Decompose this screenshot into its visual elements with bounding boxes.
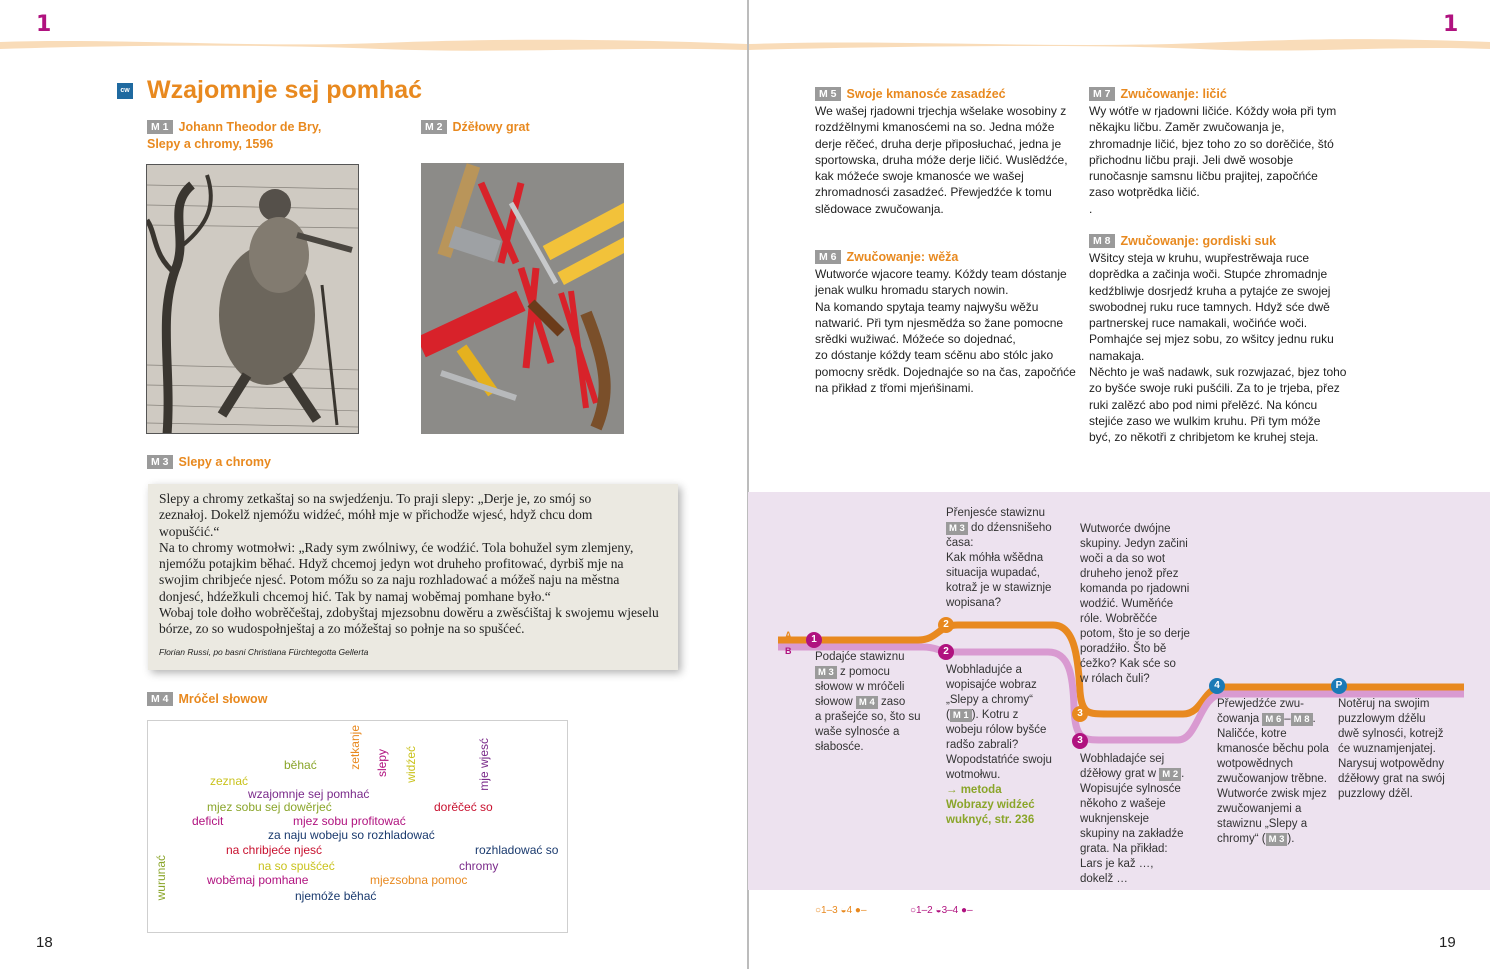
m5-text — [815, 103, 1077, 217]
m6-line: jenak wulku hromadu starych nowin. — [815, 283, 1009, 298]
step-line: a prašejće so, što su — [815, 711, 921, 723]
legend-range: – — [967, 905, 973, 916]
step-line: kotraž je w stawiznje — [946, 582, 1052, 594]
m3-tag: M 3 — [147, 455, 173, 469]
m5-heading — [815, 86, 1006, 103]
story-line: Slepy a chromy zetkaštaj so na swjedźenju. To praji slepy: „Derje je, zo smój so — [159, 491, 592, 506]
m6-line: natwarić. Při tym njesmědźa so žane pomocne — [815, 315, 1064, 330]
step-line: radšo zabrali? — [946, 739, 1019, 751]
cloud-word: mjez sobu profitować — [293, 814, 406, 828]
inline-tag: M 3 — [815, 666, 837, 679]
cloud-word: zeznać — [210, 774, 249, 788]
cloud-word: wzajomnje sej pomhać — [248, 787, 370, 801]
inline-tag: M 4 — [856, 696, 878, 709]
m5-line: rozdźělnymi kmanosćemi na so. Jedna móže — [815, 120, 1055, 135]
cw-badge: cw — [117, 83, 133, 99]
m7-tag: M 7 — [1089, 87, 1115, 101]
step-line: róle. Wobrěčće — [1080, 613, 1158, 625]
step-line: wopisajće wobraz — [946, 679, 1037, 691]
step-line: w rólach čuli? — [1080, 673, 1150, 685]
step-line: do dźensnišeho — [971, 522, 1052, 534]
cloud-word: mjez sobu sej dowěrjeć — [207, 800, 332, 814]
route-node-3a: 3 — [1072, 706, 1088, 722]
m7-line: někajku ličbu. Zaměr zwučowanja je, — [1089, 120, 1285, 135]
step-line: słowow — [815, 696, 853, 708]
circle-empty-icon: ○ — [815, 905, 822, 916]
step-line: waše sylnosće a — [815, 726, 900, 738]
inline-tag: M 6 — [1262, 713, 1284, 726]
m8-line: być, zo někotři z chribjetom ke kruhej steja. — [1089, 430, 1319, 445]
step-line: wuknjenskeje — [1080, 813, 1150, 825]
m1-tag: M 1 — [147, 120, 173, 134]
m6-line: na přikład z třomi mjeńšinami. — [815, 381, 974, 396]
step-line: poradźiło. Što bě — [1080, 643, 1167, 655]
story-line: swojim chribjeće njesć. Potom móžu so za naju rozhladować a móžeš naju na městna — [159, 572, 620, 588]
step-line: Notěruj na swojim — [1338, 698, 1430, 710]
m7-heading — [1089, 86, 1227, 103]
page-title: Wzajomnje sej pomhać — [147, 76, 423, 104]
story-line: Wobaj tole dołho wobrěčeštaj, zdobyštaj mjezsobnu dowěru a zwěsćištaj k swojemu wjeselu — [159, 605, 659, 621]
step-line: grata. Na přikład: — [1080, 843, 1168, 855]
step-line: Přenjesće stawiznu — [946, 507, 1046, 519]
m7-title: Zwučowanje: ličić — [1120, 87, 1227, 101]
m6-text — [815, 266, 1077, 396]
step-line: zwučowanjemi a — [1217, 803, 1302, 815]
m2-heading — [421, 119, 530, 136]
step-line: zaso — [880, 696, 906, 708]
m7-line: zaso wotprědka ličić. — [1089, 185, 1200, 200]
m8-line: ruki zalězć abo pod nimi přelězć. Na kóncu — [1089, 397, 1318, 412]
cloud-word: běhać — [284, 758, 317, 772]
cloud-word: na so spušćeć — [258, 859, 335, 873]
cloud-word: za naju wobeju so rozhladować — [268, 828, 435, 842]
inline-tag: M 2 — [1159, 768, 1181, 781]
step-line: dźěłowy grat na swój — [1338, 773, 1445, 785]
step-line: časa: — [946, 537, 974, 549]
route-node-4: 4 — [1209, 678, 1225, 694]
inline-tag: M 3 — [1266, 833, 1288, 846]
story-line: Na to chromy wotmołwi: „Rady sym zwólniwy, će wodźić. Tola bohužel sym zlemjeny, — [159, 539, 634, 555]
story-line: zeznałoj. Dokelž njemóžu widźeć, móhł mje w přichodže wjesć, hdyž chcu dom — [159, 507, 593, 523]
m7-line: runočasnje samsnu ličbu prajitej, započńće — [1089, 169, 1318, 184]
step-line: chromy“ ( — [1217, 833, 1266, 845]
m5-title: Swoje kmanosće zasadźeć — [846, 87, 1006, 101]
legend-range: – — [860, 905, 867, 916]
route-node-2b: 2 — [938, 644, 954, 660]
m7-line: . — [1089, 201, 1093, 216]
step-line: dwě sylnosći, kotrejž — [1338, 728, 1444, 740]
m2-tag: M 2 — [421, 120, 447, 134]
step-line: komanda po rjadowni — [1080, 583, 1190, 595]
route-step-4: Přewjedźće zwu- čowanja M 6 – M 8 . Naličće, kotre kmanosće běchu pola wotpowědnych zwučowanjow trěbne. Wutworće zwisk mjez zwučowanjemi a stawiznu „Slepy a chromy“ ( M 3 ). — [1217, 697, 1335, 847]
legend-range: 1–2 — [916, 905, 933, 916]
m7-text — [1089, 103, 1351, 217]
m5-line: sportowska, druha móže derje ličić. Wuslědźće, — [815, 152, 1068, 167]
step-line: Kak móhła wšědna — [946, 552, 1044, 564]
step-line: Narysuj wotpowědny — [1338, 758, 1445, 770]
legend-range: 4 — [846, 905, 853, 916]
m8-text — [1089, 250, 1351, 446]
m6-line: Wutworće wjacore teamy. Kóždy team dóstanje — [815, 267, 1067, 281]
cloud-word: woběmaj pomhane — [207, 873, 309, 887]
route-step-p — [1338, 697, 1458, 802]
cloud-word: mje wjesć — [477, 738, 491, 791]
m8-line: Pomhajće sej mjez sobu, zo wšitcy jednu ruku — [1089, 332, 1334, 347]
m5-line: slědowace zwučowanja. — [815, 201, 944, 216]
step-line: dźěłowy grat w — [1080, 768, 1157, 780]
step-line: potom, što je so derje — [1080, 628, 1190, 640]
m3-heading — [147, 454, 271, 471]
step-line: situacija wupadać, — [946, 567, 1040, 579]
m3-title: Slepy a chromy — [178, 455, 271, 469]
engraving-image — [146, 164, 359, 434]
m4-title: Mróčel słowow — [178, 692, 268, 706]
step-line: Wobhladajće sej — [1080, 753, 1165, 765]
m6-line: srědki wužiwać. Móžeće so dojednać, — [815, 332, 1016, 347]
m8-line: namakaja. — [1089, 348, 1145, 363]
story-line: wopušćić.“ — [159, 523, 220, 539]
step-line: wotmołwu. — [946, 769, 1001, 781]
route-step-3a — [1080, 522, 1200, 687]
step-line: puzzlowym dźělu — [1338, 713, 1426, 725]
step-line: Podajće stawiznu — [815, 651, 905, 663]
circle-empty-icon: ○ — [910, 905, 917, 916]
story-line: bórze, zo so wudospołnještaj a zo móžeštaj so połnje na so spušćeć. — [159, 621, 525, 637]
step-line: – — [1284, 713, 1291, 725]
m6-tag: M 6 — [815, 250, 841, 264]
cloud-word: chromy — [459, 859, 499, 873]
tools-photo — [421, 163, 624, 434]
cloud-word: dorěčeć so — [434, 800, 493, 814]
cloud-word: deficit — [192, 814, 224, 828]
cloud-word: njemóže běhać — [295, 889, 377, 903]
m5-line: derje rěčeć, druha derje připosłuchać, jedna je — [815, 136, 1062, 151]
m1-title: Johann Theodor de Bry, — [178, 120, 322, 134]
m5-line: kak móžeće swoje kmanosće we wašej — [815, 169, 1024, 184]
cloud-word: zetkanje — [348, 725, 362, 770]
legend-range: 1–3 — [821, 905, 838, 916]
circle-full-icon: ● — [854, 905, 861, 916]
m7-line: přichodnu ličbu praji. Jeli dwě wosobje — [1089, 152, 1294, 167]
step-line: Wutworće dwójne — [1080, 523, 1171, 535]
m1-title-line2: Slepy a chromy, 1596 — [147, 137, 274, 151]
step-line: Wobhladujće a — [946, 664, 1022, 676]
story-box — [148, 484, 678, 670]
m4-heading — [147, 691, 267, 708]
step-line: kmanosće běchu pola — [1217, 743, 1329, 755]
step-line: Wopisujće sylnosće — [1080, 783, 1181, 795]
step-line: wobeju rólow byšće — [946, 724, 1047, 736]
chapter-number-right: 1 — [1443, 12, 1459, 37]
m6-line: zo dóstanje kóždy team sćěnu abo stólc jako — [815, 348, 1054, 363]
m2-title: Dźěłowy grat — [452, 120, 530, 134]
route-step-3b: Wobhladajće sej dźěłowy grat w M 2 . Wopisujće sylnosće někoho z wašeje wuknjenskeje skupiny na zakładźe grata. Na přikład: Lars je kaž …, dokelž … — [1080, 752, 1200, 887]
story-line: donjesć, hdźežkuli chcemoj hić. Tak by namaj woběmaj pomhane było.“ — [159, 588, 551, 604]
m7-line: Wy wótře w rjadowni ličiće. Kóždy woła při tym — [1089, 104, 1337, 118]
step-line: skupiny. Jedyn začini — [1080, 538, 1188, 550]
m6-title: Zwučowanje: wěža — [846, 250, 959, 264]
story-line: njemóžu potajkim běhać. Hdyž chcemoj jedyn wot druheho profitować, dyrbiš mje na — [159, 556, 624, 572]
circle-half-icon: ◒ — [840, 905, 847, 916]
inline-tag: M 3 — [946, 522, 968, 535]
m1-heading — [147, 119, 321, 153]
m5-tag: M 5 — [815, 87, 841, 101]
circle-full-icon: ● — [961, 905, 968, 916]
m4-tag: M 4 — [147, 692, 173, 706]
step-line: čowanja — [1217, 713, 1260, 725]
inline-tag: M 1 — [950, 709, 972, 722]
step-line: Wopodstatńće swoju — [946, 754, 1052, 766]
m8-line: zo byšće swoje ruki pušćili. Za to je trjeba, přez — [1089, 381, 1340, 396]
m8-heading — [1089, 233, 1276, 250]
m5-line: zhromadnosći zasadźeć. Přewjedźće k tomu — [815, 185, 1052, 200]
m6-heading — [815, 249, 958, 266]
m8-line: partnerskej ruce namakali, wočińće woči. — [1089, 316, 1308, 331]
method-link[interactable]: Wobrazy widźeć — [946, 799, 1035, 811]
m8-line: kedźbliwje dosrjedź kruha a pytajće ze swojej — [1089, 283, 1331, 298]
step-line: skupiny na zakładźe — [1080, 828, 1184, 840]
page-number-left: 18 — [36, 934, 53, 951]
route-node-p: P — [1331, 678, 1347, 694]
step-line: słabosće. — [815, 741, 864, 753]
difficulty-legend-a — [815, 905, 867, 916]
method-link[interactable]: wuknyć, str. 236 — [946, 814, 1035, 826]
m8-title: Zwučowanje: gordiski suk — [1120, 234, 1277, 248]
step-line: dokelž … — [1080, 873, 1128, 885]
step-line: „Slepy a chromy“ — [946, 694, 1033, 706]
cloud-word: slepy — [375, 749, 389, 778]
step-line: ). — [1287, 833, 1295, 845]
cloud-word: mjezsobna pomoc — [370, 873, 468, 887]
m8-line: stejiće zaso we wulkim kruhu. Při tym móže — [1089, 413, 1321, 428]
step-line: ). Kotru z — [971, 709, 1019, 721]
step-line: puzzlowy dźěl. — [1338, 788, 1413, 800]
step-line: Wutworće zwisk mjez — [1217, 788, 1327, 800]
m6-line: pomocny srědk. Dojednajće so na čas, započńće — [815, 364, 1076, 379]
step-line: někoho z wašeje — [1080, 798, 1166, 810]
step-line: ćežko? Kak sće so — [1080, 658, 1176, 670]
story-source: Florian Russi, po basni Christiana Fürchtegotta Gellerta — [159, 646, 369, 657]
m5-line: We wašej rjadowni trjechja wšelake wosobiny z — [815, 104, 1067, 118]
method-link[interactable]: → metoda — [946, 784, 1002, 796]
step-line: Naličće, kotre — [1217, 728, 1287, 740]
word-cloud — [147, 720, 568, 933]
route-step-1 — [815, 650, 930, 755]
difficulty-legend-b — [910, 905, 973, 916]
step-line: z pomocu — [840, 666, 890, 678]
chapter-number-left: 1 — [36, 12, 52, 37]
step-line: ( — [946, 709, 950, 721]
route-node-2a: 2 — [938, 617, 954, 633]
route-label-a: A — [785, 630, 792, 640]
step-line: će wuznamjenjatej. — [1338, 743, 1436, 755]
step-line: zwučowanjow trěbne. — [1217, 773, 1327, 785]
m8-tag: M 8 — [1089, 234, 1115, 248]
cloud-word: rozhladować so — [475, 843, 559, 857]
m8-line: doprědka a začinja woči. Stupće zhromadnje — [1089, 267, 1328, 282]
step-line: słowow w mróčeli — [815, 681, 905, 693]
cloud-word: na chribjeće njesć — [226, 843, 323, 857]
route-node-1: 1 — [806, 632, 822, 648]
page-number-right: 19 — [1439, 934, 1456, 951]
step-line: Přewjedźće zwu- — [1217, 698, 1304, 710]
step-line: woči a da so wot — [1080, 553, 1166, 565]
cloud-word: widźeć — [404, 746, 418, 783]
route-label-b: B — [785, 646, 792, 656]
m7-line: zhromadnje ličić, bjez toho zo so dorěčiće, štó — [1089, 136, 1334, 151]
m6-line: Na komando spytaja teamy najwyšu wěžu — [815, 299, 1039, 314]
route-step-2a — [946, 506, 1066, 611]
step-line: druheho jenož přez — [1080, 568, 1179, 580]
step-line: wodźić. Wuměńće — [1080, 598, 1174, 610]
header-wave-band — [0, 36, 1490, 56]
m8-line: Wšitcy steja w kruhu, wupřestrěwaja ruce — [1089, 251, 1310, 265]
legend-range: 3–4 — [941, 905, 959, 916]
inline-tag: M 8 — [1291, 713, 1313, 726]
step-line: stawiznu „Slepy a — [1217, 818, 1308, 830]
step-line: wotpowědnych — [1217, 758, 1294, 770]
route-step-2b — [946, 663, 1066, 828]
cloud-word: wurunać — [154, 855, 168, 901]
route-node-3b: 3 — [1072, 733, 1088, 749]
m8-line: swobodnej ruku ruce tamnych. Hdyž sće dwě — [1089, 299, 1330, 314]
circle-half-icon: ◒ — [935, 905, 942, 916]
step-line: Lars je kaž …, — [1080, 858, 1154, 870]
step-line: wopisana? — [946, 597, 1001, 609]
m8-line: Něchto je waš nadawk, suk rozwjazać, bjez toho — [1089, 365, 1347, 380]
